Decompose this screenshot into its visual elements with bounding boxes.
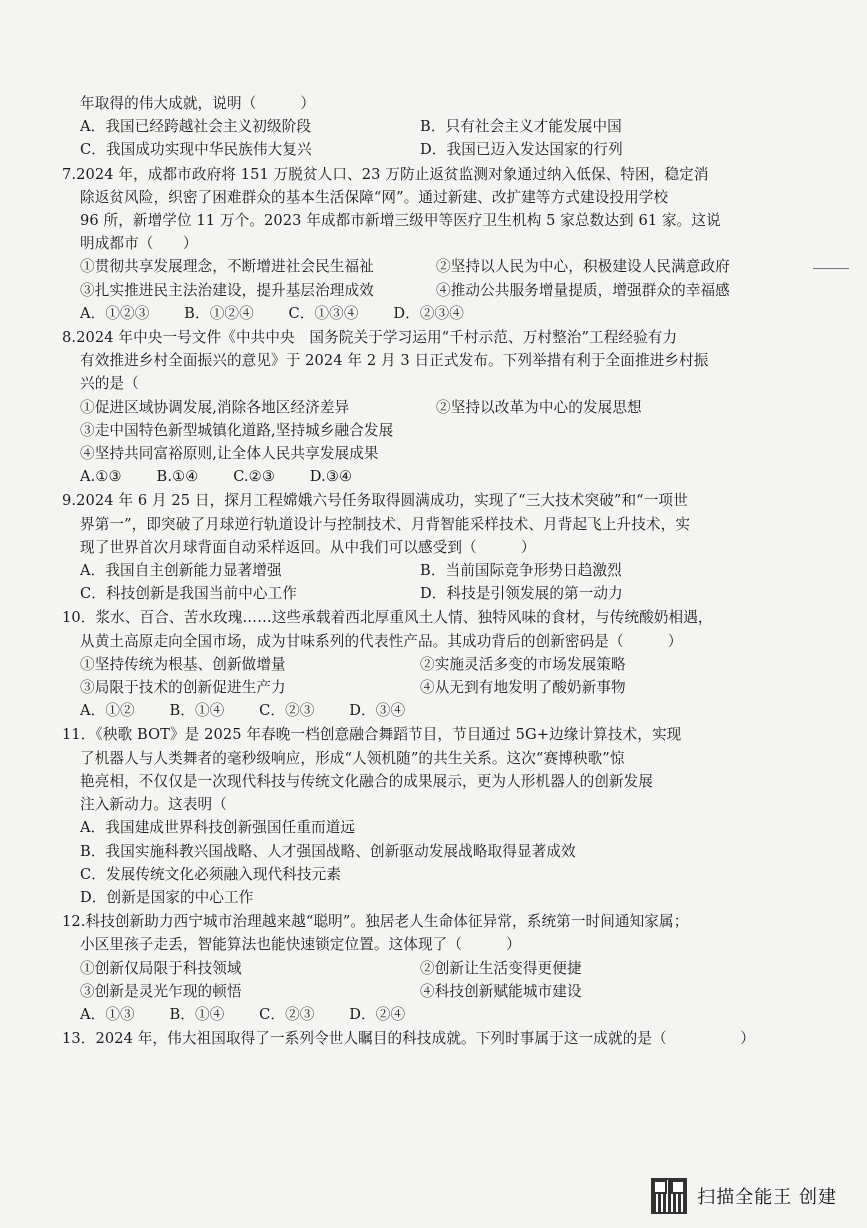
q12-option-a: A．①③ xyxy=(80,1005,135,1023)
q12-stem-line2: 小区里孩子走丢，智能算法也能快速锁定位置。这体现了（ ） xyxy=(80,936,521,954)
scan-mark-line xyxy=(813,268,849,269)
q12-statement-4: ④科技创新赋能城市建设 xyxy=(420,982,582,1000)
q7-option-d: D．②③④ xyxy=(393,304,464,322)
q9-option-a: A．我国自主创新能力显著增强 xyxy=(80,562,282,580)
q7-option-c: C．①③④ xyxy=(288,304,359,322)
q13-stem-line1: 13．2024 年，伟大祖国取得了一系列令世人瞩目的科技成就。下列时事属于这一成就的是（ ） xyxy=(62,1030,755,1048)
q6-stem-tail: 年取得的伟大成就，说明（ ） xyxy=(80,95,316,112)
q7-statements-12 xyxy=(62,255,827,278)
q8-option-c: C.②③ xyxy=(233,468,276,486)
scanner-watermark xyxy=(651,1178,837,1214)
q10-statement-3: ③局限于技术的创新促进生产力 xyxy=(80,679,286,697)
q12-option-c: C．②③ xyxy=(259,1005,315,1023)
q7-statement-3: ③扎实推进民主法治建设，提升基层治理成效 xyxy=(80,281,374,299)
q10-stem-line2: 从黄土高原走向全国市场，成为甘味系列的代表性产品。其成功背后的创新密码是（ ） xyxy=(80,632,683,650)
q8-statement-4: ④坚持共同富裕原则,让全体人民共享发展成果 xyxy=(80,445,379,463)
q9-stem-line1: 9.2024 年 6 月 25 日，探月工程嫦娥六号任务取得圆满成功，实现了“三大技术突破”和“一项世 xyxy=(62,492,688,510)
q11-option-b: B．我国实施科教兴国战略、人才强国战略、创新驱动发展战略取得显著成效 xyxy=(80,842,576,860)
q12-statement-3: ③创新是灵光乍现的顿悟 xyxy=(80,982,242,1000)
q11-stem-line4: 注入新动力。这表明（ xyxy=(80,796,227,814)
q9-option-d: D．科技是引领发展的第一动力 xyxy=(420,585,623,603)
q7-statement-4: ④推动公共服务增量提质，增强群众的幸福感 xyxy=(436,281,730,299)
q10-statement-1: ①坚持传统为根基、创新做增量 xyxy=(80,655,286,673)
q10-option-c: C．②③ xyxy=(259,702,315,720)
q8-options xyxy=(62,465,827,488)
q6-option-a: A．我国已经跨越社会主义初级阶段 xyxy=(80,118,312,136)
q8-option-a: A.①③ xyxy=(80,468,122,486)
qr-code-icon xyxy=(651,1178,687,1214)
q7-option-b: B．①②④ xyxy=(184,304,254,322)
q9-stem-line3: 现了世界首次月球背面自动采样返回。从中我们可以感受到（ ） xyxy=(80,538,536,556)
q7-option-a: A．①②③ xyxy=(80,304,150,322)
q11-stem-line1: 11．《秧歌 BOT》是 2025 年春晚一档创意融合舞蹈节目，节目通过 5G+边缘计算技术，实现 xyxy=(62,726,682,744)
q6-option-d: D．我国已迈入发达国家的行列 xyxy=(420,141,623,159)
q12-statement-2: ②创新让生活变得更便捷 xyxy=(420,959,582,977)
q7-statement-1: ①贯彻共享发展理念，不断增进社会民生福祉 xyxy=(80,258,374,276)
q12-option-d: D．②④ xyxy=(349,1005,406,1023)
q9-options-ab xyxy=(62,559,827,582)
q11-option-d: D．创新是国家的中心工作 xyxy=(80,888,254,906)
q11-option-c: C．发展传统文化必须融入现代科技元素 xyxy=(80,865,342,883)
q11-option-a: A．我国建成世界科技创新强国任重而道远 xyxy=(80,819,356,837)
q8-option-d: D.③④ xyxy=(309,468,353,486)
q6-options-cd xyxy=(62,138,827,161)
q10-statement-4: ④从无到有地发明了酸奶新事物 xyxy=(420,679,626,697)
q7-statement-2: ②坚持以人民为中心，积极建设人民满意政府 xyxy=(436,258,730,276)
q10-statement-2: ②实施灵活多变的市场发展策略 xyxy=(420,655,626,673)
q7-stem-line3: 96 所，新增学位 11 万个。2023 年成都市新增三级甲等医疗卫生机构 5 家总数达到 61 家。这说 xyxy=(80,212,721,230)
q10-option-d: D．③④ xyxy=(349,702,406,720)
q8-option-b: B.①④ xyxy=(156,468,199,486)
q9-options-cd xyxy=(62,582,827,605)
q8-statement-1: ①促进区域协调发展,消除各地区经济差异 xyxy=(80,398,350,416)
q10-statements-12 xyxy=(62,653,827,676)
q6-options-ab xyxy=(62,115,827,138)
q12-stem-line1: 12.科技创新助力西宁城市治理越来越“聪明”。独居老人生命体征异常，系统第一时间通知家属； xyxy=(62,913,689,931)
q7-stem-line4: 明成都市（ ） xyxy=(80,235,198,253)
q8-stem-line3: 兴的是（ xyxy=(80,375,139,393)
q7-statements-34 xyxy=(62,279,827,302)
q12-statements-12 xyxy=(62,957,827,980)
q10-option-b: B．①④ xyxy=(169,702,225,720)
q12-options xyxy=(62,1003,827,1026)
q11-stem-line3: 艳亮相，不仅仅是一次现代科技与传统文化融合的成果展示，更为人形机器人的创新发展 xyxy=(80,772,654,790)
q10-option-a: A．①② xyxy=(80,702,135,720)
q8-statement-2: ②坚持以改革为中心的发展思想 xyxy=(436,398,642,416)
q6-option-b: B．只有社会主义才能发展中国 xyxy=(420,118,622,136)
q8-stem-line2: 有效推进乡村全面振兴的意见》于 2024 年 2 月 3 日正式发布。下列举措有利于全面推进乡村振 xyxy=(80,352,709,370)
q8-statement-3: ③走中国特色新型城镇化道路,坚持城乡融合发展 xyxy=(80,421,394,439)
scanner-brand-label: 扫描全能王 创建 xyxy=(697,1187,837,1208)
q6-option-c: C．我国成功实现中华民族伟大复兴 xyxy=(80,141,312,159)
q7-stem-line1: 7.2024 年，成都市政府将 151 万脱贫人口、23 万防止返贫监测对象通过纳入低保、特困，稳定消 xyxy=(62,165,709,183)
q7-options xyxy=(62,302,827,325)
q8-statements-12 xyxy=(62,396,827,419)
q7-stem-line2: 除返贫风险，织密了困难群众的基本生活保障“网”。通过新建、改扩建等方式建设投用学校 xyxy=(80,188,669,206)
q10-stem-line1: 10．浆水、百合、苦水玫瑰……这些承载着西北厚重风土人情、独特风味的食材，与传统酸奶相遇， xyxy=(62,609,713,627)
q8-stem-line1: 8.2024 年中央一号文件《中共中央 国务院关于学习运用“千村示范、万村整治”工程经验有力 xyxy=(62,329,678,347)
q11-stem-line2: 了机器人与人类舞者的毫秒级响应，形成“人领机随”的共生关系。这次“赛博秧歌”惊 xyxy=(80,749,625,767)
q12-statement-1: ①创新仅局限于科技领域 xyxy=(80,959,242,977)
q10-options xyxy=(62,699,827,722)
q12-statements-34 xyxy=(62,980,827,1003)
q10-statements-34 xyxy=(62,676,827,699)
q12-option-b: B．①④ xyxy=(169,1005,225,1023)
q9-option-c: C．科技创新是我国当前中心工作 xyxy=(80,585,297,603)
q9-stem-line2: 界第一”，即突破了月球逆行轨道设计与控制技术、月背智能采样技术、月背起飞上升技术，实 xyxy=(80,515,691,533)
q9-option-b: B．当前国际竞争形势日趋激烈 xyxy=(420,562,622,580)
